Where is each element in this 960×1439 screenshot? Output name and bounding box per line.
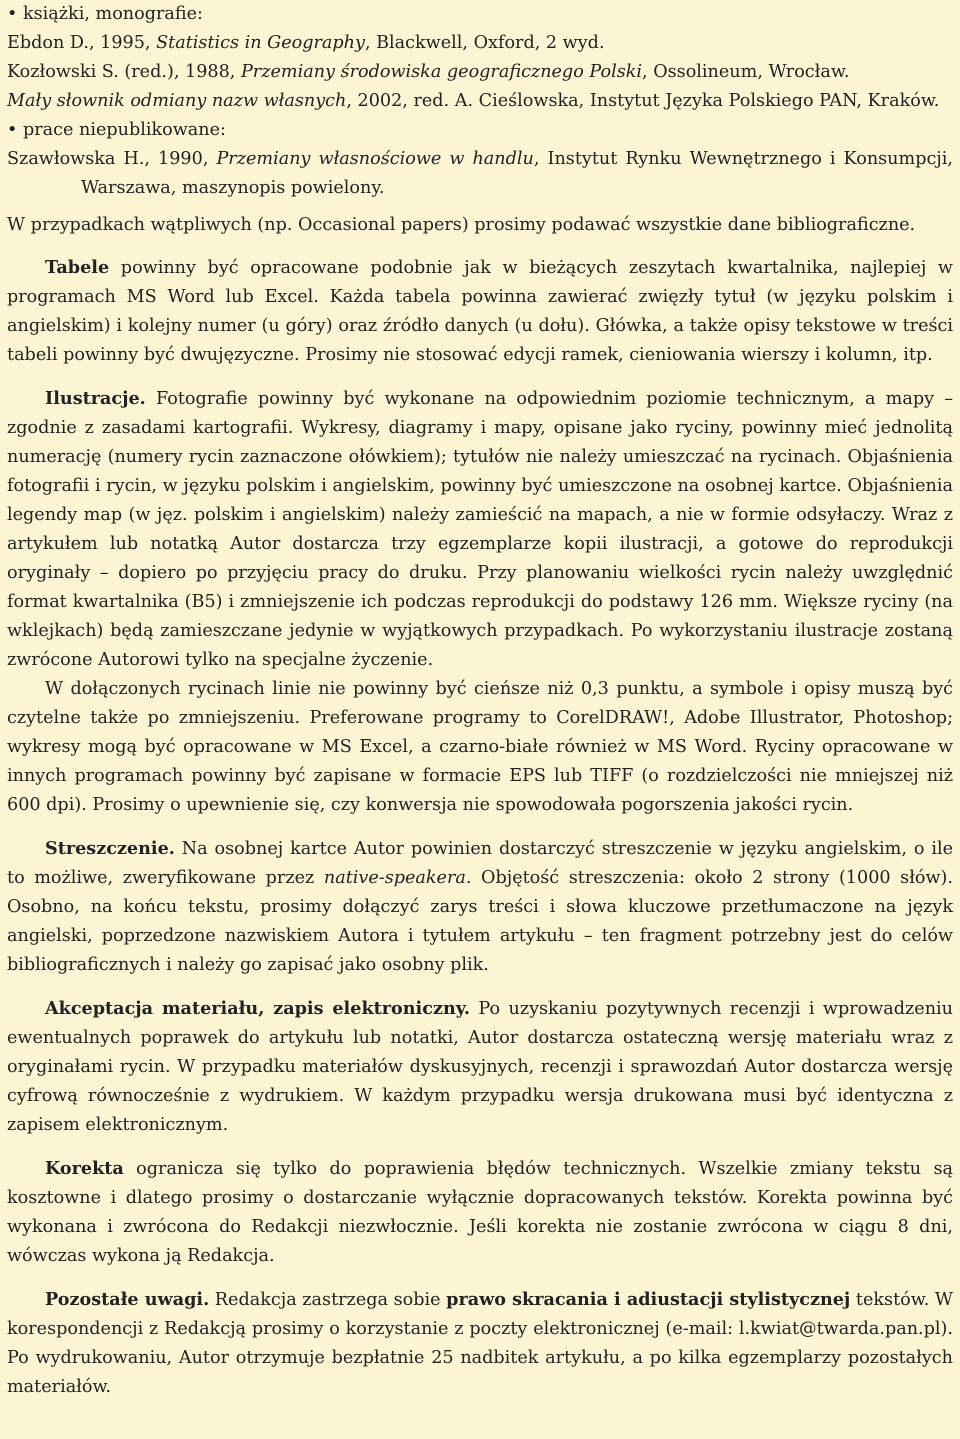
section-korekta	[7, 1154, 953, 1271]
bib-maly-title: Mały słownik odmiany nazw własnych	[7, 91, 347, 111]
bib-koz-author: Kozłowski S. (red.), 1988,	[7, 62, 241, 82]
bib-maly-publisher: , 2002, red. A. Cieślowska, Instytut Języka Polskiego PAN, Kraków.	[346, 91, 940, 111]
section-ilustracje-heading: Ilustracje.	[45, 388, 146, 409]
section-ilustracje-para2: W dołączonych rycinach linie nie powinny być cieńsze niż 0,3 punktu, a symbole i opisy muszą być czytelne także po zmniejszeniu. Preferowane programy to CorelDRAW!, Adobe Illustrator, Photoshop; wykresy mogą być opracowane w MS Excel, a czarno-białe również w MS Word. Ryciny opracowane w innych programach powinny być zapisane w formacie EPS lub TIFF (o rozdzielczości nie mniejszej niż 600 dpi). Prosimy o upewnienie się, czy konwersja nie spowodowała pogorszenia jakości rycin.	[7, 679, 953, 815]
section-streszczenie-heading: Streszczenie.	[45, 838, 175, 859]
bib-entry-szawlowska	[7, 145, 953, 203]
section-tabele-heading: Tabele	[45, 257, 110, 278]
section-streszczenie-body-b: . Objętość streszczenia: około 2 strony (1000 słów). Osobno, na końcu tekstu, prosimy dołączyć zarys treści i słowa kluczowe przetłumaczone na język angielski, poprzedzone nazwiskiem Autora i tytułem artykułu – ten fragment potrzebny jest do celów bibliograficznych i należy go zapisać jako osobny plik.	[7, 868, 954, 975]
section-akceptacja-heading: Akceptacja materiału, zapis elektroniczny.	[45, 998, 471, 1019]
bib-books-label	[7, 0, 953, 29]
section-uwagi-body-a: Redakcja zastrzega sobie	[209, 1290, 447, 1310]
section-streszczenie	[7, 834, 953, 980]
section-korekta-body: ogranicza się tylko do poprawienia błędów technicznych. Wszelkie zmiany tekstu są kosztowne i dlatego prosimy o dostarczanie wyłącznie dopracowanych tekstów. Korekta powinna być wykonana i zwrócona do Redakcji niezwłocznie. Jeśli korekta nie zostanie zwrócona w ciągu 8 dni, wówczas wykona ją Redakcja.	[7, 1159, 953, 1266]
section-uwagi-bold: prawo skracania i adiustacji stylistycznej	[446, 1289, 851, 1310]
section-ilustracje-body: Fotografie powinny być wykonane na odpowiednim poziomie technicznym, a mapy – zgodnie z zasadami kartografii. Wykresy, diagramy i mapy, opisane jako ryciny, powinny mieć jednolitą numerację (numery rycin zaznaczone ołówkiem); tytułów nie należy umieszczać na rycinach. Objaśnienia fotografii i rycin, w języku polskim i angielskim, powinny być umieszczone na osobnej kartce. Objaśnienia legendy map (w jęz. polskim i angielskim) należy zamieścić na mapach, a nie w formie odsyłaczy. Wraz z artykułem lub notatką Autor dostarcza trzy egzemplarze kopii ilustracji, a gotowe do reprodukcji oryginały – dopiero po przyjęciu pracy do druku. Przy planowaniu wielkości rycin należy uwzględnić format kwartalnika (B5) i zmniejszenie ich podczas reprodukcji do podstawy 126 mm. Większe ryciny (na wklejkach) będą zamieszczane jedynie w wyjątkowych przypadkach. Po wykorzystaniu ilustracje zostaną zwrócone Autorowi tylko na specjalne życzenie.	[7, 389, 953, 670]
bib-doubt-note: W przypadkach wątpliwych (np. Occasional papers) prosimy podawać wszystkie dane bibliograficzne.	[7, 215, 916, 235]
section-korekta-heading: Korekta	[45, 1158, 124, 1179]
section-ilustracje	[7, 384, 953, 675]
section-streszczenie-body-a: Na osobnej kartce Autor powinien dostarczyć streszczenie w języku angielskim, o ile to możliwe, zweryfikowane przez	[7, 839, 953, 888]
bib-koz-title: Przemiany środowiska geograficznego Polski	[240, 62, 643, 82]
section-uwagi-body-b: tekstów. W korespondencji z Redakcją prosimy o korzystanie z poczty elektronicznej (e-mail: l.kwiat@twarda.pan.pl). Po wydrukowaniu, Autor otrzymuje bezpłatnie 25 nadbitek artykułu, a po kilka egzemplarzy pozostałych materiałów.	[7, 1290, 953, 1397]
bib-koz-publisher: , Ossolineum, Wrocław.	[642, 62, 850, 82]
bib-books-label-text: książki, monografie:	[22, 4, 203, 24]
bib-szaw-title: Przemiany własnościowe w handlu	[216, 149, 534, 169]
section-tabele	[7, 253, 953, 370]
section-uwagi-heading: Pozostałe uwagi.	[45, 1289, 210, 1310]
bib-entry-ebdon	[7, 29, 953, 58]
section-uwagi	[7, 1285, 953, 1402]
section-streszczenie-italic: native-speakera	[323, 868, 466, 888]
section-akceptacja-body: Po uzyskaniu pozytywnych recenzji i wprowadzeniu ewentualnych poprawek do artykułu lub notatki, Autor dostarcza ostateczną wersję materiału wraz z oryginałami rycin. W przypadku materiałów dyskusyjnych, recenzji i sprawozdań Autor dostarcza wersję cyfrową równocześnie z wydrukiem. W każdym przypadku wersja drukowana musi być identyczna z zapisem elektronicznym.	[7, 999, 953, 1135]
bib-entry-maly	[7, 87, 953, 116]
bib-unpub-label-text: prace niepublikowane:	[22, 120, 226, 140]
bib-unpub-label	[7, 116, 953, 145]
bib-ebdon-author: Ebdon D., 1995,	[7, 33, 157, 53]
bib-ebdon-title: Statistics in Geography	[156, 33, 365, 53]
bib-entry-kozlowski	[7, 58, 953, 87]
bib-szaw-author: Szawłowska H., 1990,	[7, 149, 217, 169]
section-akceptacja	[7, 994, 953, 1140]
bib-szaw-publisher: , Instytut Rynku Wewnętrznego i Konsumpcji, Warszawa, maszynopis powielony.	[81, 149, 953, 198]
section-tabele-body: powinny być opracowane podobnie jak w bieżących zeszytach kwartalnika, najlepiej w programach MS Word lub Excel. Każda tabela powinna zawierać zwięzły tytuł (w języku polskim i angielskim) i kolejny numer (u góry) oraz źródło danych (u dołu). Główka, a także opisy tekstowe w treści tabeli powinny być dwujęzyczne. Prosimy nie stosować edycji ramek, cieniowania wierszy i kolumn, itp.	[7, 258, 953, 365]
bib-ebdon-publisher: , Blackwell, Oxford, 2 wyd.	[364, 33, 605, 53]
